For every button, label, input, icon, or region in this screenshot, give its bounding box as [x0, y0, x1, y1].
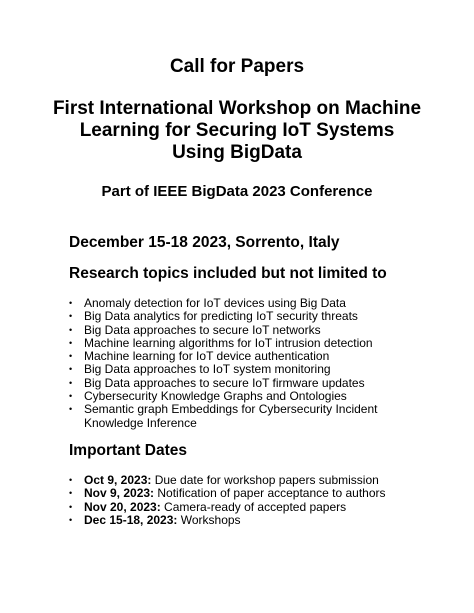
list-item	[69, 474, 409, 487]
workshop-title-line-1: First International Workshop on Machine	[52, 98, 422, 119]
topics-list	[69, 297, 409, 430]
conference-affiliation: Part of IEEE BigData 2023 Conference	[101, 183, 373, 200]
date-label: Dec 15-18, 2023:	[84, 512, 178, 527]
important-dates-list	[69, 474, 409, 527]
topic-text: Anomaly detection for IoT devices using Big Data	[84, 296, 346, 310]
topic-text: Big Data approaches to IoT system monitoring	[84, 362, 331, 377]
list-item	[69, 337, 409, 350]
topic-text: Big Data approaches to secure IoT firmware updates	[84, 375, 365, 390]
list-item	[69, 514, 409, 527]
list-item	[69, 297, 409, 310]
topic-text: • Semantic graph Embeddings for Cybersecurity Incident	[84, 402, 378, 417]
workshop-title-line-3: Using BigData	[172, 142, 302, 163]
workshop-title-line-2: Learning for Securing IoT Systems	[79, 120, 395, 141]
date-label: Oct 9, 2023:	[84, 473, 152, 487]
date-description: Due date for workshop papers submission	[151, 473, 379, 487]
date-description: Camera-ready of accepted papers	[160, 499, 347, 514]
list-item	[69, 403, 409, 430]
date-description: Workshops	[177, 512, 241, 527]
call-for-papers-title: Call for Papers	[169, 56, 305, 77]
list-item	[69, 350, 409, 363]
date-description: Notification of paper acceptance to authors	[154, 486, 386, 501]
event-date-location: December 15-18 2023, Sorrento, Italy	[69, 234, 340, 251]
date-label: Nov 9, 2023:	[84, 486, 155, 501]
list-item	[69, 363, 409, 376]
topic-text: Machine learning for IoT device authentication	[84, 349, 330, 364]
workshop-title	[0, 98, 474, 164]
list-item	[69, 390, 409, 403]
important-dates-heading: Important Dates	[69, 442, 187, 459]
topic-text: Cybersecurity Knowledge Graphs and Ontologies	[84, 389, 347, 404]
topic-text-continued: Knowledge Inference	[84, 415, 197, 430]
date-label: Nov 20, 2023:	[84, 499, 161, 514]
topic-text: Big Data analytics for predicting IoT security threats	[84, 309, 358, 324]
topic-text: Machine learning algorithms for IoT intrusion detection	[84, 335, 373, 350]
list-item	[69, 377, 409, 390]
topics-heading: Research topics included but not limited to	[69, 265, 387, 282]
list-item	[69, 324, 409, 337]
list-item	[69, 501, 409, 514]
list-item	[69, 310, 409, 323]
topic-text: Big Data approaches to secure IoT networks	[84, 322, 321, 337]
list-item	[69, 487, 409, 500]
